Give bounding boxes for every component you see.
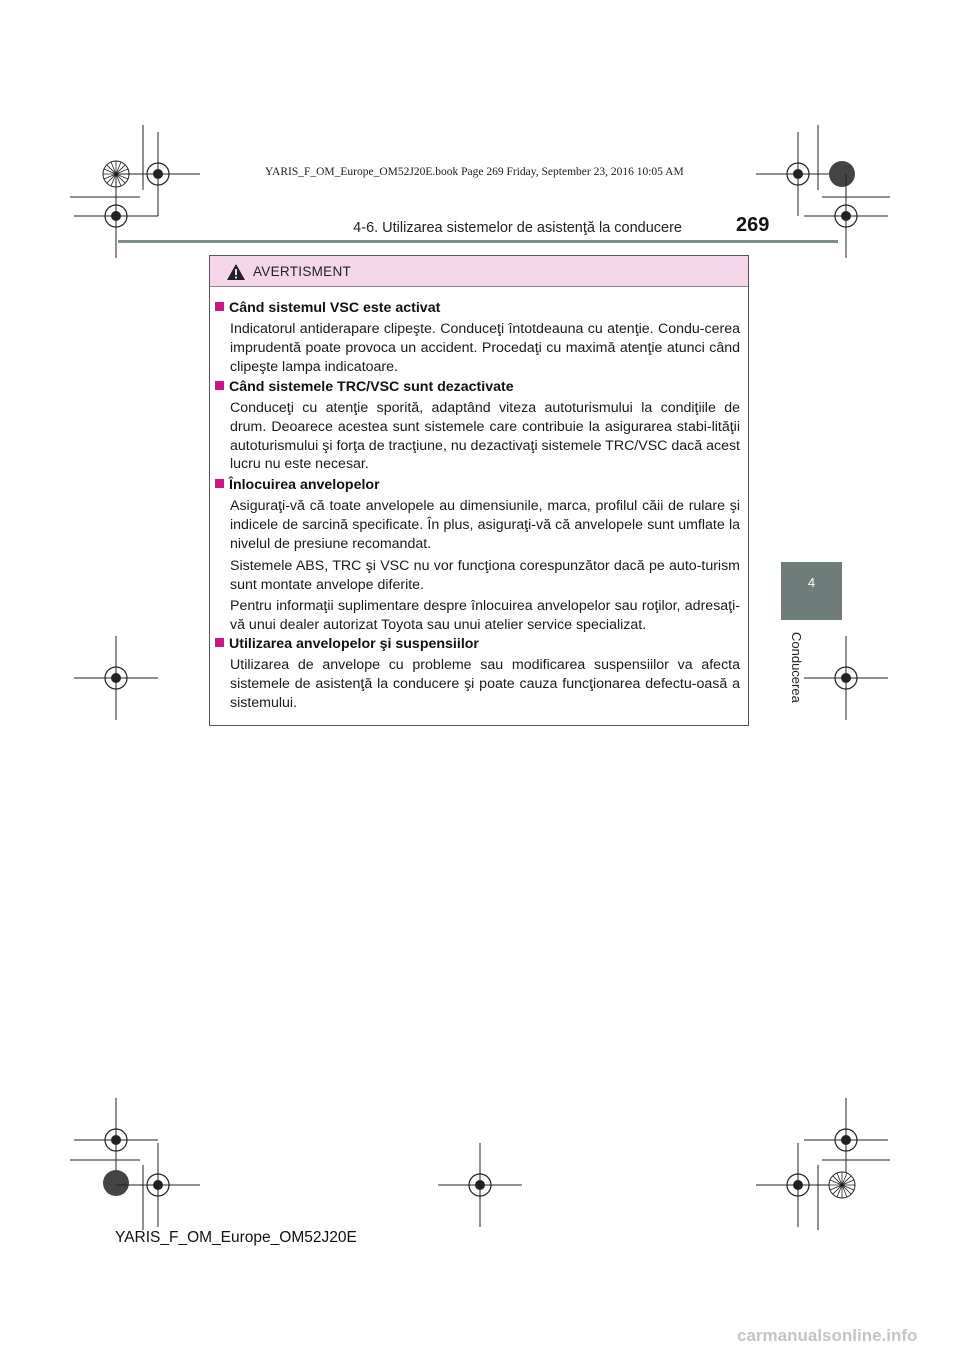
chapter-tab <box>781 562 842 620</box>
watermark: carmanualsonline.info <box>737 1326 918 1345</box>
bullet-square-icon <box>215 638 224 647</box>
page-number: 269 <box>736 214 770 236</box>
file-stamp: YARIS_F_OM_Europe_OM52J20E.book Page 269 Friday, September 23, 2016 10:05 AM <box>265 166 684 178</box>
header-rule <box>118 240 838 243</box>
bullet-square-icon <box>215 381 224 390</box>
bullet-square-icon <box>215 479 224 488</box>
chapter-number: 4 <box>807 575 816 590</box>
section-heading: Utilizarea anvelopelor şi suspensiilor <box>215 636 479 652</box>
section-heading: Când sistemul VSC este activat <box>215 300 440 316</box>
warning-title: AVERTISMENT <box>253 264 352 279</box>
paragraph: Conduceţi cu atenţie sporită, adaptând viteza autoturismului la condiţiile de drum. Deoarece acestea sunt sistemele care contribuie la asigurarea stabi-lităţii autoturismului şi forţa de tracţiune, nu dezactivaţi sistemele TRC/VSC dacă acest lucru nu este necesar. <box>230 400 740 473</box>
warning-triangle-icon <box>226 263 246 281</box>
chapter-label: Conducerea <box>789 632 804 703</box>
bullet-square-icon <box>215 302 224 311</box>
warning-header <box>210 256 748 287</box>
paragraph: Sistemele ABS, TRC şi VSC nu vor funcţiona corespunzător dacă pe auto-turism sunt montate anvelope diferite. <box>230 558 740 593</box>
section-heading: Înlocuirea anvelopelor <box>215 477 380 493</box>
manual-code: YARIS_F_OM_Europe_OM52J20E <box>115 1229 357 1246</box>
paragraph: Pentru informaţii suplimentare despre înlocuirea anvelopelor sau roţilor, adresaţi-vă unui dealer autorizat Toyota sau unui atelier service specializat. <box>230 598 740 633</box>
section-title: 4-6. Utilizarea sistemelor de asistenţă la conducere <box>353 220 682 236</box>
section-heading: Când sistemele TRC/VSC sunt dezactivate <box>215 379 514 395</box>
warning-box <box>209 255 749 726</box>
paragraph: Utilizarea de anvelope cu probleme sau modificarea suspensiilor va afecta sistemele de asistenţă la conducere şi poate cauza funcţionarea defectu-oasă a sistemului. <box>230 657 740 711</box>
paragraph: Indicatorul antiderapare clipeşte. Conduceţi întotdeauna cu atenţie. Condu-cerea imprudentă poate provoca un accident. Procedaţi cu maximă atenţie atunci când clipeşte lampa indicatoare. <box>230 321 740 375</box>
paragraph: Asiguraţi-vă că toate anvelopele au dimensiunile, marca, profilul căii de rulare şi indicele de sarcină specificate. În plus, asiguraţi-vă că anvelopele sunt umflate la nivelul de presiune recomandat. <box>230 498 740 552</box>
